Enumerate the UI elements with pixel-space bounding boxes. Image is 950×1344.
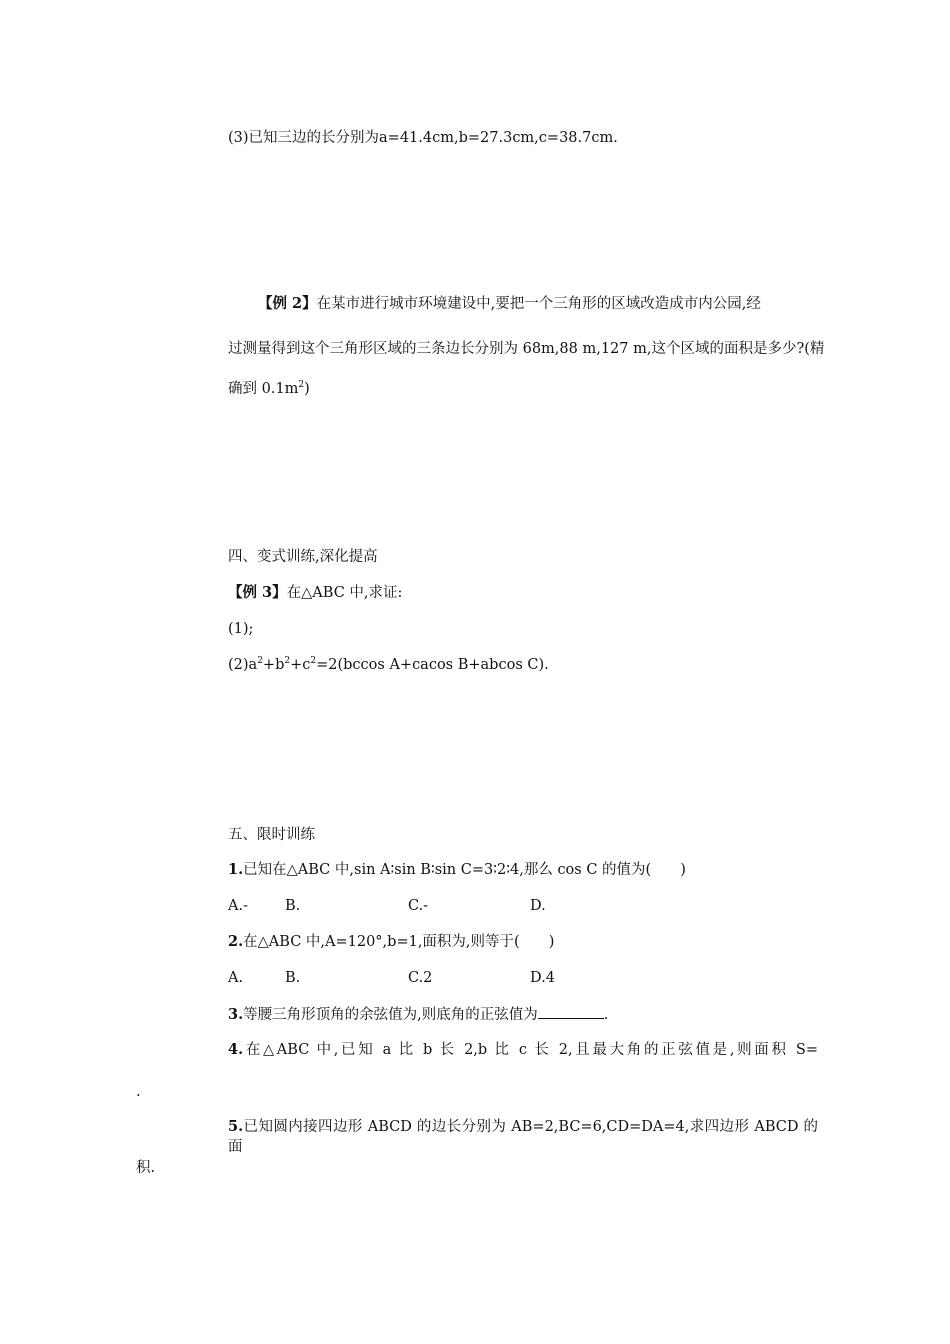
q4-text: 在△ABC 中,已知 a 比 b 长 2,b 比 c 长 2,且最大角的正弦值是,则面积 S= (243, 1042, 818, 1058)
q1-option-a: A.- (228, 898, 248, 914)
question-5 (228, 1117, 818, 1157)
section5-heading-text: 五、限时训练 (228, 827, 315, 843)
q2-option-c: C.2 (408, 970, 433, 986)
q4-continued-text: . (136, 1084, 141, 1100)
section4-heading-text: 四、变式训练,深化提高 (228, 549, 378, 565)
item2-part-d: =2(bccos A+cacos B+abcos C). (316, 657, 549, 673)
example2-text-3-end: ) (304, 381, 310, 397)
example2-text-1: 在某市进行城市环境建设中,要把一个三角形的区域改造成市内公园,经 (316, 296, 761, 312)
section5-heading (228, 825, 315, 845)
q1-option-d: D. (530, 898, 546, 914)
example2-tag: 【例 2】 (258, 295, 317, 312)
example3-item2 (228, 655, 549, 675)
q2-number: 2. (228, 933, 244, 950)
q5-number: 5. (228, 1118, 244, 1135)
example3-text: 在△ABC 中,求证: (286, 585, 403, 601)
q2-option-b: B. (285, 970, 301, 986)
question-4-continued (136, 1082, 141, 1102)
item2-sup-b: 2 (284, 656, 291, 667)
q1-option-c: C.- (408, 898, 429, 914)
example2-line1 (258, 294, 761, 314)
question-4 (228, 1040, 818, 1060)
question-5-continued (136, 1158, 155, 1178)
question-2 (228, 932, 554, 952)
item2-part-b: +b (262, 657, 285, 673)
q3-end: . (603, 1007, 609, 1023)
example3-tag: 【例 3】 (228, 584, 287, 601)
q3-number: 3. (228, 1006, 244, 1023)
part3-text: (3)已知三边的长分别为a=41.4cm,b=27.3cm,c=38.7cm. (228, 130, 618, 146)
item2-part-c: +c (290, 657, 311, 673)
q2-option-a: A. (228, 970, 244, 986)
q3-answer-blank[interactable] (538, 1004, 604, 1019)
item2-part-a: (2)a (228, 657, 258, 673)
q4-number: 4. (228, 1041, 244, 1058)
section4-heading (228, 547, 378, 567)
q2-option-d: D.4 (530, 970, 555, 986)
example2-line3 (228, 379, 310, 399)
part3-line (228, 128, 618, 148)
example2-text-2: 过测量得到这个三角形区域的三条边长分别为 68m,88 m,127 m,这个区域的面积是多少?(精 (228, 341, 825, 357)
q1-number: 1. (228, 861, 244, 878)
q5-text: 已知圆内接四边形 ABCD 的边长分别为 AB=2,BC=6,CD=DA=4,求四边形 ABCD 的面 (228, 1119, 818, 1155)
q3-text: 等腰三角形顶角的余弦值为,则底角的正弦值为 (243, 1007, 538, 1023)
q1-text: 已知在△ABC 中,sin A∶sin B∶sin C=3∶2∶4,那么 cos C 的值为( ) (243, 862, 686, 878)
example3-line (228, 583, 402, 603)
example3-item1 (228, 619, 253, 639)
item2-sup-c: 2 (310, 656, 317, 667)
example3-item1-text: (1); (228, 621, 254, 637)
question-3 (228, 1004, 608, 1025)
example2-line2 (228, 339, 824, 359)
q2-text: 在△ABC 中,A=120°,b=1,面积为,则等于( ) (243, 934, 555, 950)
q5-continued-text: 积. (136, 1160, 156, 1176)
q1-option-b: B. (285, 898, 301, 914)
question-1 (228, 860, 686, 880)
item2-sup-a: 2 (257, 656, 263, 667)
example2-text-3: 确到 0.1m (228, 381, 299, 397)
example2-superscript: 2 (298, 380, 305, 391)
